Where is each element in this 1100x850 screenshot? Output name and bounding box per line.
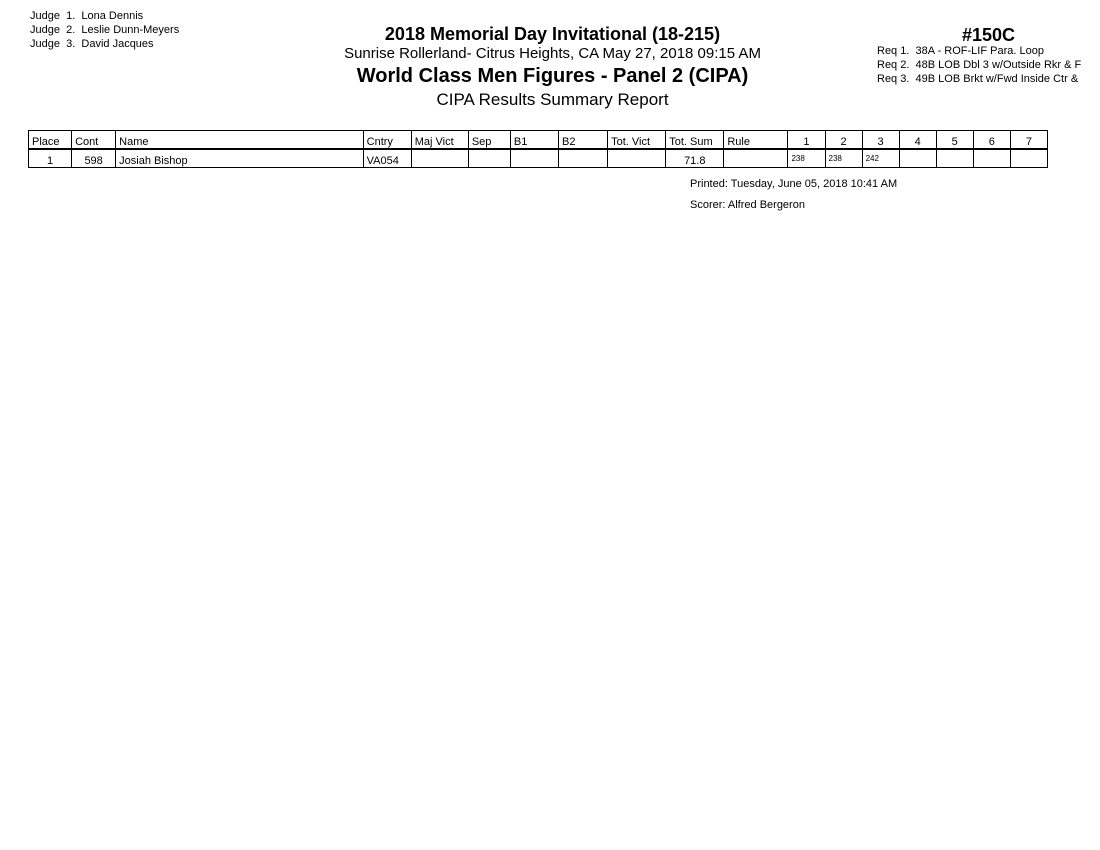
country-cell: VA054: [363, 149, 411, 168]
requirements-list: [877, 44, 1100, 86]
judge-label: Judge 3.: [30, 38, 76, 50]
requirement-text: 48B LOB Dbl 3 w/Outside Rkr & F: [915, 59, 1082, 71]
cont-cell: 598: [72, 149, 116, 168]
column-header: Tot. Sum: [666, 131, 724, 150]
judge-row: [30, 23, 179, 37]
sep-cell: [468, 149, 510, 168]
event-title: World Class Men Figures - Panel 2 (CIPA): [356, 65, 749, 87]
tot-vict-cell: [608, 149, 666, 168]
printed-timestamp: Printed: Tuesday, June 05, 2018 10:41 AM: [690, 178, 898, 190]
judge-name: Leslie Dunn-Meyers: [81, 24, 180, 36]
report-footer: [690, 174, 897, 216]
report-header: [300, 23, 805, 110]
requirement-row: [877, 44, 1100, 58]
requirement-row: [877, 58, 1100, 72]
tot-sum-cell: 71.8: [666, 149, 724, 168]
column-header: 1: [788, 131, 825, 150]
scorer-name: Scorer: Alfred Bergeron: [690, 199, 805, 211]
judges-list: [30, 9, 179, 51]
column-header: Maj Vict: [411, 131, 468, 150]
column-header: 6: [973, 131, 1010, 150]
column-header: Rule: [724, 131, 788, 150]
b1-cell: [510, 149, 558, 168]
table-header-row: [29, 131, 1048, 150]
requirement-label: Req 3.: [877, 73, 910, 85]
rule-cell: [724, 149, 788, 168]
column-header: 5: [936, 131, 973, 150]
requirement-label: Req 2.: [877, 59, 910, 71]
requirement-row: [877, 72, 1100, 86]
venue-date: Sunrise Rollerland- Citrus Heights, CA May 27, 2018 09:15 AM: [344, 45, 761, 62]
judge-2-score: 238: [825, 149, 862, 168]
name-cell: Josiah Bishop: [116, 149, 363, 168]
column-header: Sep: [468, 131, 510, 150]
judge-3-score: 242: [862, 149, 899, 168]
column-header: Cont: [72, 131, 116, 150]
judge-name: David Jacques: [81, 38, 154, 50]
column-header: Cntry: [363, 131, 411, 150]
column-header: 2: [825, 131, 862, 150]
place-cell: 1: [29, 149, 72, 168]
column-header: 4: [899, 131, 936, 150]
judge-label: Judge 2.: [30, 24, 76, 36]
requirement-text: 49B LOB Brkt w/Fwd Inside Ctr &: [915, 73, 1079, 85]
competition-title: 2018 Memorial Day Invitational (18-215): [384, 24, 721, 44]
report-title: CIPA Results Summary Report: [436, 90, 669, 109]
column-header: 7: [1010, 131, 1047, 150]
table-row: [29, 149, 1048, 168]
requirement-text: 38A - ROF-LIF Para. Loop: [915, 45, 1044, 57]
b2-cell: [559, 149, 608, 168]
judge-1-score: 238: [788, 149, 825, 168]
column-header: B1: [510, 131, 558, 150]
judge-5-score: [936, 149, 973, 168]
judge-row: [30, 9, 179, 23]
results-table: [28, 130, 1048, 168]
judge-label: Judge 1.: [30, 10, 76, 22]
judge-7-score: [1010, 149, 1047, 168]
judge-name: Lona Dennis: [81, 10, 144, 22]
column-header: Name: [116, 131, 363, 150]
column-header: Tot. Vict: [608, 131, 666, 150]
requirement-label: Req 1.: [877, 45, 910, 57]
column-header: Place: [29, 131, 72, 150]
judge-4-score: [899, 149, 936, 168]
judge-row: [30, 37, 179, 51]
column-header: 3: [862, 131, 899, 150]
column-header: B2: [559, 131, 608, 150]
judge-6-score: [973, 149, 1010, 168]
event-code: #150C: [962, 25, 1016, 45]
maj-vict-cell: [411, 149, 468, 168]
